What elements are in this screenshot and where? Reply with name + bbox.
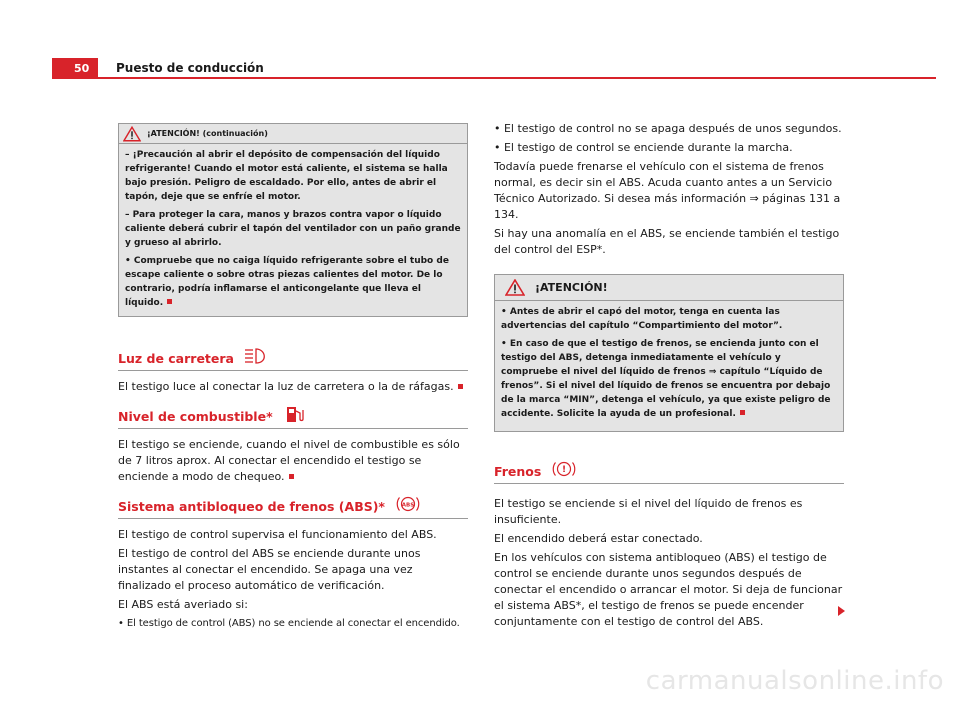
warning-body [119, 144, 467, 316]
warning-header [119, 124, 467, 144]
end-marker [289, 474, 294, 479]
svg-text:ABS: ABS [401, 502, 415, 509]
high-beam-section-title: Luz de carretera [118, 345, 468, 371]
abs-section-title: Sistema antibloqueo de frenos (ABS)* ABS [118, 493, 468, 519]
end-marker [458, 384, 463, 389]
warning-paragraph: • Antes de abrir el capó del motor, tenga en cuenta las advertencias del capítulo “Compartimiento del motor”. [501, 307, 783, 331]
page-header-title: Puesto de conducción [116, 61, 264, 75]
warning-paragraph: – Para proteger la cara, manos y brazos contra vapor o líquido caliente deberá cubrir el tapón del ventilador con un paño grande y grueso al abrirlo. [125, 210, 461, 248]
abs-icon [395, 494, 421, 514]
right-column [494, 121, 844, 633]
warning-box [494, 274, 844, 432]
warning-triangle-icon [123, 126, 141, 142]
warning-triangle-icon [505, 279, 525, 296]
brakes-section-title: Frenos ! [494, 458, 844, 484]
warning-box-continued [118, 123, 468, 317]
brakes-text: El testigo se enciende si el nivel del líquido de frenos es insuficiente. El encendido deberá estar conectado. En los vehículos con sistema antibloqueo (ABS) el testigo de control se enciende durante unos segundos después de conectar el encendido o arrancar el motor. Si deja de funcionar el sistema ABS*, el testigo de frenos se puede encender conjuntamente con el testigo de control del ABS. [494, 497, 843, 628]
abs-continued-text: • El testigo de control no se apaga después de unos segundos. • El testigo de control se enciende durante la marcha. Todavía puede frenarse el vehículo con el sistema de frenos normal, es decir sin el ABS. Acuda cuanto antes a un Servicio Técnico Autorizado. Si desea más información ⇒ páginas 131 a 134. Si hay una anomalía en el ABS, se enciende también el testigo del control del ESP*. [494, 122, 842, 256]
fuel-pump-icon [283, 404, 309, 424]
brake-warning-icon [551, 459, 577, 479]
continue-arrow-icon [838, 606, 845, 616]
high-beam-icon [244, 346, 270, 366]
left-column [118, 123, 468, 635]
end-marker [740, 410, 745, 415]
header-rule [52, 77, 936, 79]
warning-header [495, 275, 843, 301]
svg-text:!: ! [562, 465, 567, 475]
fuel-text: El testigo se enciende, cuando el nivel de combustible es sólo de 7 litros aprox. Al conectar el encendido el testigo se enciende a modo de chequeo. [118, 438, 460, 483]
abs-text: El testigo de control supervisa el funcionamiento del ABS. El testigo de control del ABS se enciende durante unos instantes al conectar el encendido. Se apaga una vez finalizado el proceso automático de verificación. El ABS está averiado si: • El testigo de control (ABS) no se enciende al conectar el encendido. [118, 528, 460, 629]
end-marker [167, 299, 172, 304]
warning-body [495, 301, 843, 431]
warning-paragraph: • Compruebe que no caiga líquido refrigerante sobre el tubo de escape caliente o sobre otras piezas calientes del motor. De lo contrario, podría inflamarse el anticongelante que lleva el líquido. [125, 256, 449, 308]
page-number: 50 [52, 58, 98, 78]
high-beam-text: El testigo luce al conectar la luz de carretera o la de ráfagas. [118, 379, 468, 395]
warning-title: ¡ATENCIÓN! [535, 281, 608, 294]
warning-title: ¡ATENCIÓN! (continuación) [147, 129, 268, 138]
warning-paragraph: – ¡Precaución al abrir el depósito de compensación del líquido refrigerante! Cuando el motor está caliente, el sistema se halla bajo presión. Peligro de escaldado. Por ello, antes de abrir el tapón, deje que se enfríe el motor. [125, 150, 448, 202]
warning-paragraph: • En caso de que el testigo de frenos, se encienda junto con el testigo del ABS, detenga inmediatamente el vehículo y compruebe el nivel del líquido de frenos ⇒ capítulo “Líquido de frenos”. Si el nivel del líquido de frenos se encuentra por debajo de la marca “MIN”, detenga el vehículo, ya que existe peligro de accidente. Solicite la ayuda de un profesional. [501, 339, 831, 419]
fuel-section-title: Nivel de combustible* [118, 403, 468, 429]
footer-watermark: carmanualsonline.info [645, 666, 944, 696]
